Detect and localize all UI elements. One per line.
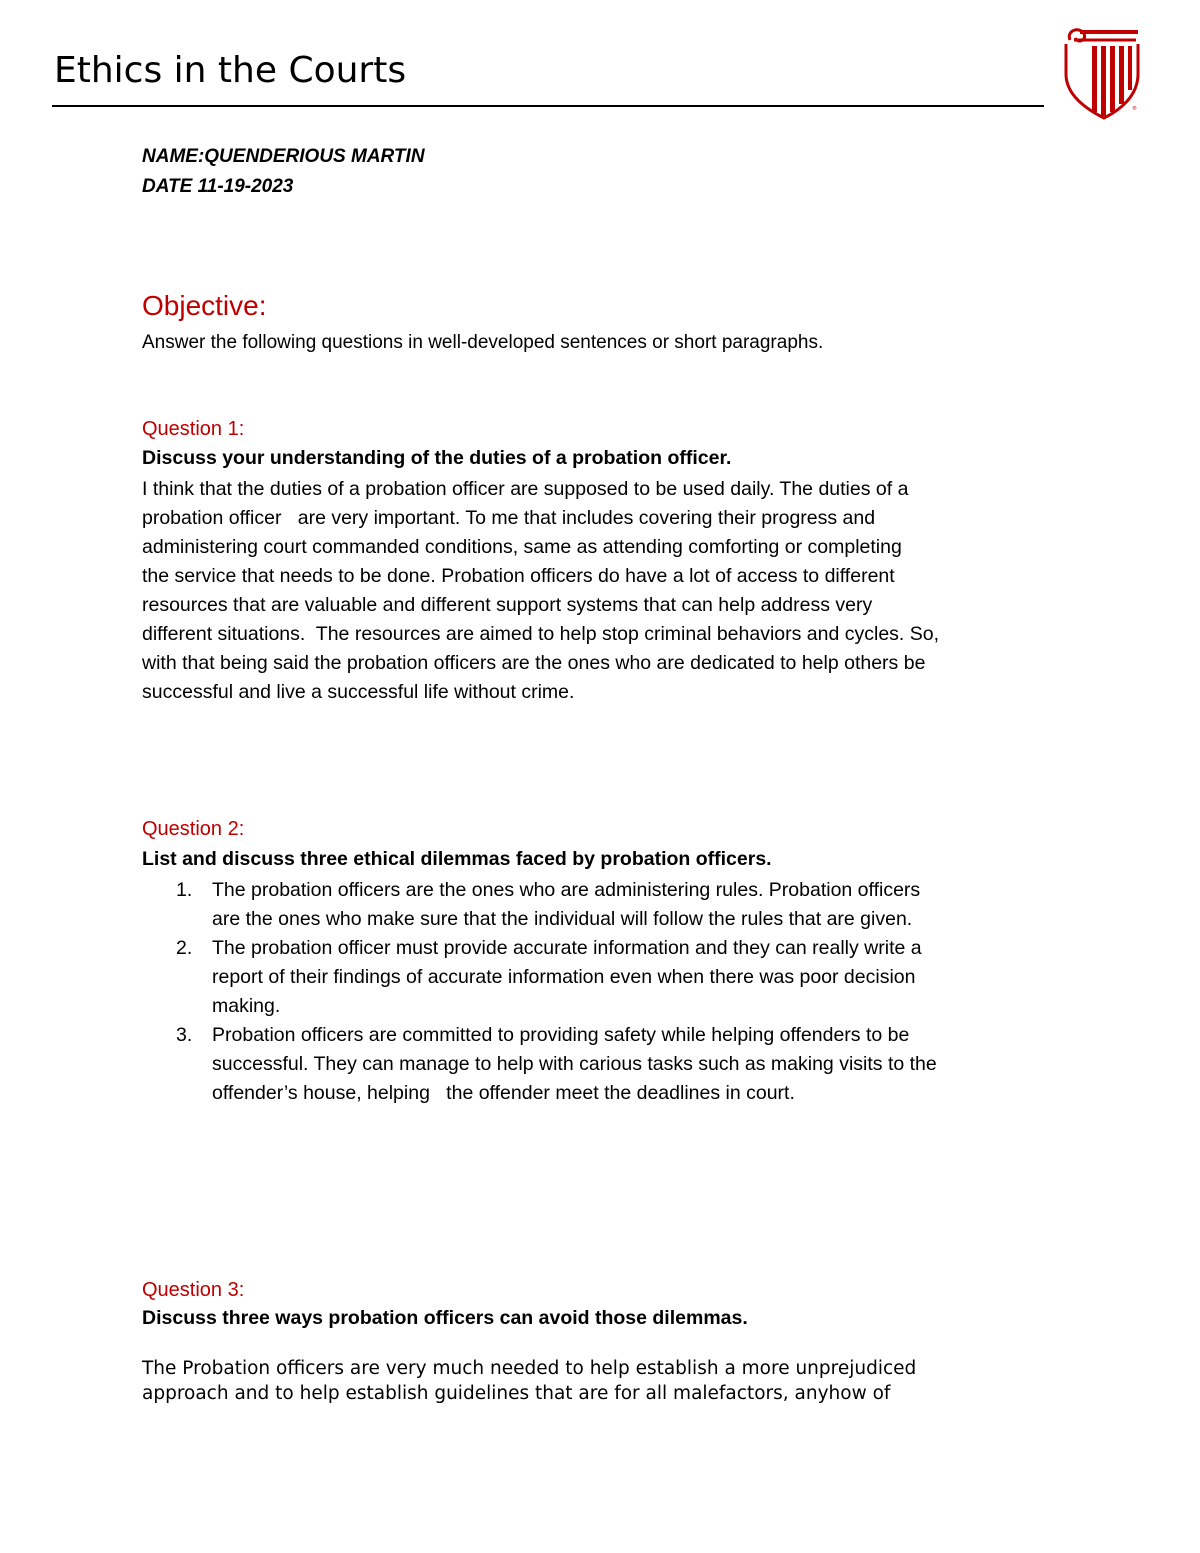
- list-item: [142, 934, 1042, 1021]
- answer-line: are the ones who make sure that the individual will follow the rules that are given.: [212, 908, 913, 930]
- question-1-heading: Question 1:: [142, 418, 245, 440]
- answer-line: with that being said the probation officers are the ones who are dedicated to help others be: [142, 652, 926, 674]
- question-2-heading: Question 2:: [142, 818, 245, 840]
- answer-line: successful and live a successful life without crime.: [142, 681, 575, 703]
- answer-line: The probation officers are the ones who are administering rules. Probation officers: [212, 879, 921, 901]
- question-3-heading: Question 3:: [142, 1279, 245, 1301]
- question-3-answer: [142, 1356, 1042, 1406]
- answer-line: probation officer are very important. To me that includes covering their progress and: [142, 507, 876, 529]
- submission-date: DATE 11-19-2023: [142, 176, 294, 197]
- answer-line: The Probation officers are very much needed to help establish a more unprejudiced: [142, 1358, 917, 1379]
- student-name: NAME:QUENDERIOUS MARTIN: [142, 146, 425, 167]
- question-1-answer: [142, 475, 1042, 707]
- objective-text: Answer the following questions in well-developed sentences or short paragraphs.: [142, 332, 824, 353]
- question-2-answer-list: [142, 876, 1042, 1108]
- list-item: [142, 1021, 1042, 1108]
- question-3-prompt: Discuss three ways probation officers can avoid those dilemmas.: [142, 1307, 748, 1329]
- answer-line: successful. They can manage to help with carious tasks such as making visits to the: [212, 1053, 937, 1075]
- question-2-prompt: List and discuss three ethical dilemmas faced by probation officers.: [142, 848, 772, 870]
- answer-line: making.: [212, 995, 281, 1017]
- answer-line: The probation officer must provide accurate information and they can really write a: [212, 937, 922, 959]
- answer-line: approach and to help establish guidelines that are for all malefactors, anyhow of: [142, 1383, 891, 1404]
- answer-line: the service that needs to be done. Probation officers do have a lot of access to different: [142, 565, 895, 587]
- list-item-number: 2.: [176, 937, 193, 959]
- list-item: [142, 876, 1042, 934]
- university-column-shield-logo-icon: [1060, 26, 1140, 120]
- question-1-prompt: Discuss your understanding of the duties of a probation officer.: [142, 447, 732, 469]
- svg-text:®: ®: [1132, 106, 1137, 112]
- answer-line: I think that the duties of a probation officer are supposed to be used daily. The duties of a: [142, 478, 909, 500]
- answer-line: Probation officers are committed to providing safety while helping offenders to be: [212, 1024, 910, 1046]
- list-item-number: 3.: [176, 1024, 193, 1046]
- answer-line: offender’s house, helping the offender meet the deadlines in court.: [212, 1082, 795, 1104]
- answer-line: resources that are valuable and different support systems that can help address very: [142, 594, 873, 616]
- objective-heading: Objective:: [142, 290, 267, 321]
- answer-line: report of their findings of accurate information even when there was poor decision: [212, 966, 916, 988]
- answer-line: different situations. The resources are aimed to help stop criminal behaviors and cycles. So,: [142, 623, 940, 645]
- document-title: Ethics in the Courts: [54, 50, 407, 91]
- title-divider: [52, 105, 1044, 107]
- list-item-number: 1.: [176, 879, 193, 901]
- answer-line: administering court commanded conditions, same as attending comforting or completing: [142, 536, 902, 558]
